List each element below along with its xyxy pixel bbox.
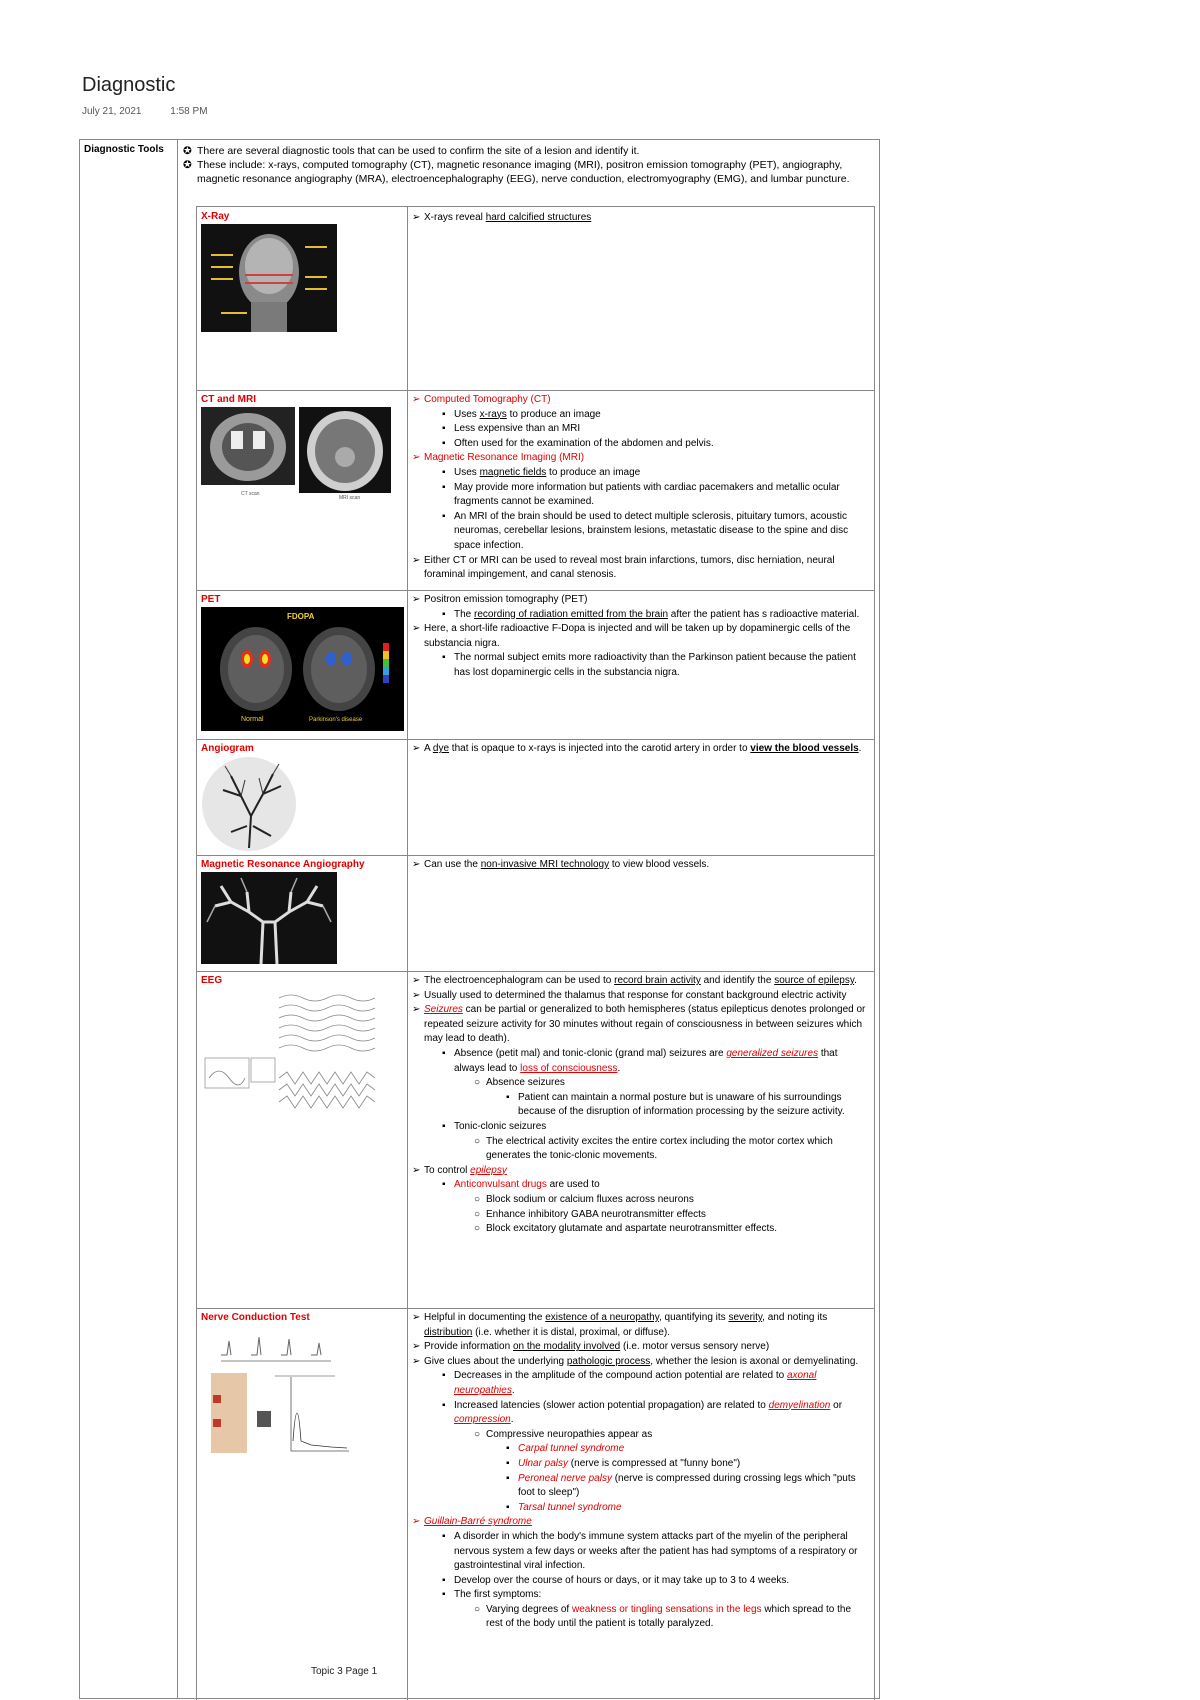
arrow-bullet-icon: ➢ [412, 452, 421, 464]
xray-notes: ➢ X-rays reveal hard calcified structures [412, 211, 867, 226]
eeg-notes: ➢ The electroencephalogram can be used to record brain activity and identify the source of epilepsy. ➢ Usually used to determined the thalamus that response for constant background electric activity ➢ Seizures can be partial or generalized to both hemispheres (status epilepticus denotes prolonged or repeated seizure activity for 30 minutes without regain of consciousness in between seizures which may lead to death). ▪ Absence (petit mal) and tonic-clonic (grand mal) seizures are generalized seizures that always lead to loss of consciousness. ○ Absence seizures ▪ Patient can maintain a normal posture but is unaware of his surroundings because of the disruption of information processing by the seizure activity. ▪ Tonic-clonic seizures ○ The electrical activity excites the entire cortex including the motor cortex which generates the tonic-clonic movements. ➢ To control epilepsy ▪ Anticonvulsant drugs are used to ○ Block sodium or calcium fluxes across neurons ○ Enhance inhibitory GABA neurotransmitter effects ○ Block excitatory glutamate and aspartate neurotransmitter effects. [412, 975, 866, 1235]
angiogram-image [201, 756, 297, 852]
nct-notes: ➢ Helpful in documenting the existence of a neuropathy, quantifying its severity, and noting its distribution (i.e. whether it is distal, proximal, or diffuse). ➢ Provide information on the modality involved (i.e. motor versus sensory nerve) ➢ Give clues about the underlying pathologic process, whether the lesion is axonal or demyelinating. ▪ Decreases in the amplitude of the compound action potential are related to axonal neuropathies. ▪ Increased latencies (slower action potential propagation) are related to demyelination or compression. ○ Compressive neuropathies appear as ▪ Carpal tunnel syndrome ▪ Ulnar palsy (nerve is compressed at "funny bone") ▪ Peroneal nerve palsy (nerve is compressed during crossing legs which "puts foot to sleep") ▪ Tarsal tunnel syndrome ➢ Guillain-Barré syndrome ▪ A disorder in which the body's immune system attacks part of the myelin of the peripheral nervous system a few days or weeks after the patient has had symptoms of a respiratory or gastrointestinal viral infection. ▪ Develop over the course of hours or days, or it may take up to 3 to 4 weeks. ▪ The first symptoms: ○ Varying degrees of weakness or tingling sensations in the legs which spread to the rest of the body until the patient is totally paralyzed. [412, 1312, 859, 1630]
tools-table [196, 206, 875, 1700]
mra-image [201, 872, 337, 964]
pet-normal-caption: Normal [241, 716, 264, 723]
ct-mri-image [201, 407, 391, 499]
xray-image [201, 224, 337, 332]
notes-table [79, 139, 880, 1699]
section-label: Diagnostic Tools [84, 144, 164, 155]
arrow-bullet-icon: ➢ [412, 394, 421, 405]
angio-cell [201, 743, 297, 855]
mri-caption: MRI scan [339, 495, 361, 499]
arrow-bullet-icon: ➢ [412, 1341, 421, 1353]
xray-label: X-Ray [201, 211, 230, 222]
arrow-bullet-icon: ➢ [412, 1516, 421, 1528]
angio-label: Angiogram [201, 743, 254, 754]
arrow-bullet-icon: ➢ [412, 623, 421, 635]
pet-image-title: FDOPA [287, 612, 315, 621]
nct-label: Nerve Conduction Test [201, 1312, 310, 1323]
eeg-label: EEG [201, 975, 223, 986]
mra-cell [201, 859, 365, 967]
arrow-bullet-icon: ➢ [412, 1164, 421, 1176]
page-meta [82, 106, 234, 117]
ctmri-cell [201, 394, 391, 502]
arrow-bullet-icon: ➢ [412, 975, 421, 986]
nct-cell [201, 1312, 351, 1458]
circle-bullet-icon: ✪ [183, 159, 192, 171]
pet-image [201, 607, 404, 731]
arrow-bullet-icon: ➢ [412, 743, 421, 754]
eeg-image [201, 988, 381, 1128]
arrow-bullet-icon: ➢ [412, 594, 421, 605]
nct-image [201, 1325, 351, 1455]
xray-cell [201, 211, 337, 335]
arrow-bullet-icon: ➢ [412, 1004, 421, 1016]
arrow-bullet-icon: ➢ [412, 1312, 421, 1323]
arrow-bullet-icon: ➢ [412, 554, 421, 566]
ctmri-label: CT and MRI [201, 394, 256, 405]
pet-label: PET [201, 594, 221, 605]
arrow-bullet-icon: ➢ [412, 212, 421, 223]
arrow-bullet-icon: ➢ [412, 989, 421, 1001]
eeg-cell [201, 975, 381, 1131]
page-title: Diagnostic [82, 74, 176, 96]
circle-bullet-icon: ✪ [183, 145, 192, 157]
page-footer: Topic 3 Page 1 [311, 1666, 378, 1677]
pet-notes: ➢ Positron emission tomography (PET) ▪ The recording of radiation emitted from the brain after the patient has s radioactive material. ➢ Here, a short-life radioactive F-Dopa is injected and will be taken up by dopaminergic cells of the substancia nigra. ▪ The normal subject emits more radioactivity than the Parkinson patient because the patient has lost dopaminergic cells in the substancia nigra. [412, 594, 860, 678]
section-intro: ✪ There are several diagnostic tools that can be used to confirm the site of a lesion and identify it. ✪ These include: x-rays, computed tomography (CT), magnetic resonance imaging (MRI), positron emission tomography (PET), angiography, magnetic resonance angiography (MRA), electroencephalography (EEG), nerve conduction, electromyography (EMG), and lumbar puncture. [183, 145, 850, 185]
page-date: July 21, 2021 [82, 106, 142, 117]
angio-notes: ➢ A dye that is opaque to x-rays is injected into the carotid artery in order to view the blood vessels. [412, 742, 867, 757]
arrow-bullet-icon: ➢ [412, 1355, 421, 1367]
pet-cell [201, 594, 404, 734]
ct-caption: CT scan [241, 491, 260, 497]
page-time: 1:58 PM [170, 106, 208, 117]
mra-label: Magnetic Resonance Angiography [201, 859, 365, 870]
arrow-bullet-icon: ➢ [412, 859, 421, 870]
ctmri-notes: ➢ Computed Tomography (CT) ▪ Uses x-rays to produce an image ▪ Less expensive than an MRI ▪ Often used for the examination of the abdomen and pelvis. ➢ Magnetic Resonance Imaging (MRI) ▪ Uses magnetic fields to produce an image ▪ May provide more information but patients with cardiac pacemakers and metallic ocular fragments cannot be examined. ▪ An MRI of the brain should be used to detect multiple sclerosis, pituitary tumors, acoustic neuromas, cerebellar lesions, brainstem lesions, metastatic disease to the spine and disc space infection. ➢ Either CT or MRI can be used to reveal most brain infarctions, tumors, disc herniation, neural foraminal impingement, and canal stenosis. [412, 393, 867, 583]
pet-pd-caption: Parkinson's disease [309, 717, 363, 723]
mra-notes: ➢ Can use the non-invasive MRI technology to view blood vessels. [412, 858, 867, 873]
